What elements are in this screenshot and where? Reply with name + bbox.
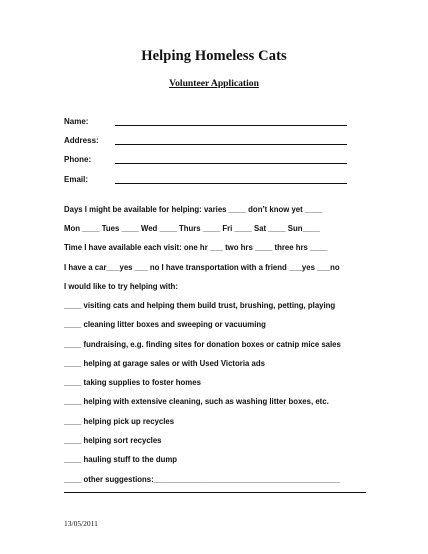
help-heading: I would like to try helping with: <box>64 282 178 291</box>
form-subtitle: Volunteer Application <box>169 78 259 89</box>
address-field-line[interactable] <box>115 144 347 145</box>
availability-time-line: Time I have available each visit: one hr ___ two hrs ____ three hrs ____ <box>64 243 328 252</box>
email-field-line[interactable] <box>115 183 347 184</box>
help-option-sort-recycles: ____ helping sort recycles <box>64 436 162 445</box>
help-option-fundraising: ____ fundraising, e.g. finding sites for donation boxes or catnip mice sales <box>64 340 341 349</box>
help-option-other: ____ other suggestions:___________________________________________ <box>64 475 341 484</box>
footer-date: 13/05/2011 <box>64 519 98 528</box>
phone-field-line[interactable] <box>115 163 347 164</box>
transportation-line: I have a car___yes ___ no I have transportation with a friend ___yes ___no <box>64 263 340 272</box>
help-option-pick-up-recycles: ____ helping pick up recycles <box>64 417 175 426</box>
bottom-rule <box>64 492 366 493</box>
help-option-hauling: ____ hauling stuff to the dump <box>64 455 178 464</box>
help-option-foster-supplies: ____ taking supplies to foster homes <box>64 378 201 387</box>
email-label: Email: <box>64 175 89 184</box>
page-title: Helping Homeless Cats <box>141 48 287 64</box>
address-label: Address: <box>64 136 99 145</box>
name-label: Name: <box>64 117 89 126</box>
help-option-litter: ____ cleaning litter boxes and sweeping or vacuuming <box>64 320 266 329</box>
availability-weekdays-line: Mon ____ Tues ____ Wed ____ Thurs ____ Fri ____ Sat ____ Sun____ <box>64 224 320 233</box>
phone-label: Phone: <box>64 155 92 164</box>
name-field-line[interactable] <box>115 125 347 126</box>
help-option-extensive-cleaning: ____ helping with extensive cleaning, such as washing litter boxes, etc. <box>64 397 329 406</box>
help-option-visiting: ____ visiting cats and helping them build trust, brushing, petting, playing <box>64 301 336 310</box>
availability-days-line: Days I might be available for helping: varies ____ don’t know yet ____ <box>64 205 323 214</box>
help-option-garage-sales: ____ helping at garage sales or with Used Victoria ads <box>64 359 265 368</box>
